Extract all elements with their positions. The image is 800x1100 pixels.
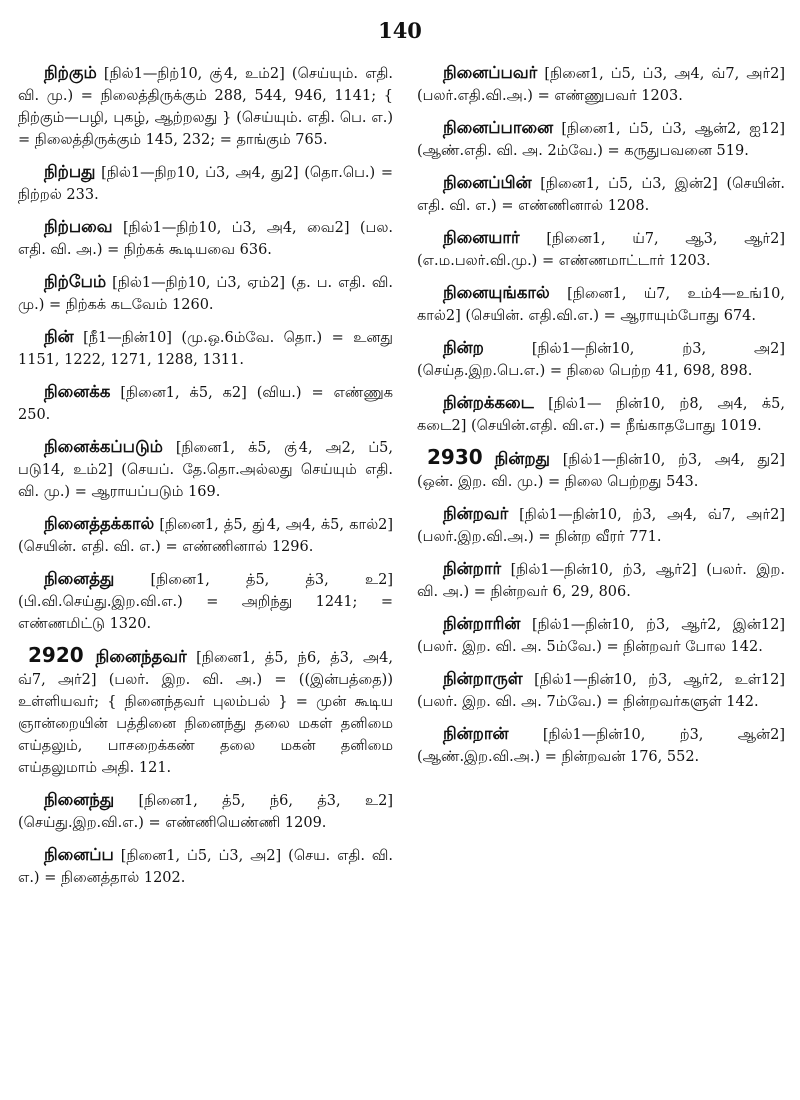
dictionary-entry <box>417 337 785 382</box>
dictionary-entry <box>417 62 785 107</box>
entry-headword: நிற்பேம் <box>44 272 107 291</box>
entry-text: [நீ1—நின்10] (மு.ஒ.6ம்வே. தொ.) = உனது 1151, 1222, 1271, 1288, 1311. <box>18 330 393 368</box>
entry-headword: நின்றாருள் <box>443 669 523 688</box>
dictionary-entry <box>417 613 785 658</box>
entry-text: [நில்1—நின்10, ற்3, ஆன்2] (ஆண்.இற.வி.அ.) = நின்றவன் 176, 552. <box>417 727 785 765</box>
entry-headword: நினையார் <box>443 228 520 247</box>
entry-headword: நினைக்கப்படும் <box>44 437 163 456</box>
dictionary-entry <box>417 723 785 768</box>
dictionary-entry <box>18 513 393 558</box>
entry-text: [நில்1—நின்10, ற்3, அ2] (செய்த.இற.பெ.எ.) = நிலை பெற்ற 41, 698, 898. <box>417 341 785 379</box>
entry-headword: நின்ற <box>443 338 484 357</box>
entry-headword: நிற்கும் <box>44 63 97 82</box>
dictionary-entry <box>18 381 393 426</box>
entry-text: [நினை1, த்5, து்4, அ4, க்5, கால்2] (செயின். எதி. வி. எ.) = எண்ணினால் 1296. <box>18 517 393 555</box>
dictionary-entry <box>18 161 393 206</box>
dictionary-entry <box>18 436 393 503</box>
entry-headword: நின்றது <box>494 449 550 468</box>
dictionary-entry <box>18 216 393 261</box>
entry-headword: நின்றான் <box>443 724 509 743</box>
entry-text: [நினை1, ப்5, ப்3, அ2] (செய. எதி. வி. எ.) = நினைத்தால் 1202. <box>18 848 393 886</box>
entry-headword: நின் <box>44 327 74 346</box>
dictionary-entry <box>417 117 785 162</box>
dictionary-entry <box>18 326 393 371</box>
entry-headword: நிற்பவை <box>44 217 113 236</box>
entry-headword: நினைப்பானை <box>443 118 554 137</box>
left-column <box>18 62 393 899</box>
dictionary-entry <box>18 844 393 889</box>
entry-headword: நினைக்க <box>44 382 111 401</box>
entry-text: [நில்1—நிற்10, கு்4, உம்2] (செய்யும். எதி. வி. மு.) = நிலைத்திருக்கும் 288, 544, 946, 1141; { நிற்கும்—பழி, புகழ், ஆற்றலது } (செய்யும். எதி. பெ. எ.) = நிலைத்திருக்கும் 145, 232; = தாங்கும் 765. <box>18 66 393 148</box>
entry-headword: நின்றாரின் <box>443 614 521 633</box>
entry-text: [நில்1—நிற்10, ப்3, அ4, வை2] (பல. எதி. வி. அ.) = நிற்கக் கூடியவை 636. <box>18 220 393 258</box>
entry-headword: நினைப்ப <box>44 845 114 864</box>
entry-text: [நில்1—நின்10, ற்3, ஆர்2] (பலர். இற. வி. அ.) = நின்றவர் 6, 29, 806. <box>417 562 785 600</box>
entry-headword: நினைப்பவர் <box>443 63 538 82</box>
dictionary-entry <box>18 789 393 834</box>
entry-headword: நினைந்தவர் <box>95 647 187 666</box>
dictionary-entry <box>18 62 393 151</box>
dictionary-entry <box>417 558 785 603</box>
entry-text: [நினை1, ப்5, ப்3, அ4, வ்7, அர்2] (பலர்.எதி.வி.அ.) = எண்ணுபவர் 1203. <box>417 66 785 104</box>
entry-text: [நினை1, த்5, த்3, உ2] (பி.வி.செய்து.இற.வி.எ.) = அறிந்து 1241; = எண்ணமிட்டு 1320. <box>18 572 393 632</box>
dictionary-entry <box>417 447 785 493</box>
entry-text: [நினை1, க்5, கு்4, அ2, ப்5, படு14, உம்2] (செயப். தே.தொ.அல்லது செய்யும் எதி. வி. மு.) = ஆராயப்படும் 169. <box>18 440 393 500</box>
dictionary-entry <box>18 568 393 635</box>
entry-headword: நின்றவர் <box>443 504 509 523</box>
page-number: 140 <box>378 18 422 43</box>
entry-text: [நில்1—நின்10, ற்3, ஆர்2, இன்12] (பலர். இற. வி. அ. 5ம்வே.) = நின்றவர் போல 142. <box>417 617 785 655</box>
entry-number: 2920 <box>28 643 84 667</box>
entry-number: 2930 <box>427 445 483 469</box>
dictionary-entry <box>417 227 785 272</box>
entry-headword: நின்றக்கடை <box>443 393 534 412</box>
entry-text: [நினை1, க்5, க2] (விய.) = எண்ணுக 250. <box>18 385 393 423</box>
dictionary-entry <box>18 271 393 316</box>
entry-text: [நில்1—நின்10, ற்3, அ4, து2] (ஒன். இற. வி. மு.) = நிலை பெற்றது 543. <box>417 452 785 490</box>
dictionary-entry <box>417 668 785 713</box>
entry-headword: நினையுங்கால் <box>443 283 550 302</box>
dictionary-entry <box>18 645 393 779</box>
entry-text: [நினை1, ய்7, உம்4—உங்10, கால்2] (செயின். எதி.வி.எ.) = ஆராயும்போது 674. <box>417 286 785 324</box>
entry-text: [நில்1—நிற10, ப்3, அ4, து2] (தொ.பெ.) = நிற்றல் 233. <box>18 165 393 203</box>
entry-headword: நின்றார் <box>443 559 502 578</box>
entry-text: [நில்1— நின்10, ற்8, அ4, க்5, கடை2] (செயின்.எதி. வி.எ.) = நீங்காதபோது 1019. <box>417 396 785 434</box>
entry-headword: நினைந்து <box>44 790 115 809</box>
entry-text: [நினை1, த்5, ந்6, த்3, உ2] (செய்து.இற.வி.எ.) = எண்ணியெண்ணி 1209. <box>18 793 393 831</box>
entry-text: [நினை1, ப்5, ப்3, இன்2] (செயின். எதி. வி. எ.) = எண்ணினால் 1208. <box>417 176 785 214</box>
dictionary-entry <box>417 392 785 437</box>
entry-text: [நில்1—நின்10, ற்3, ஆர்2, உள்12] (பலர். இற. வி. அ. 7ம்வே.) = நின்றவர்களுள் 142. <box>417 672 785 710</box>
dictionary-entry <box>417 172 785 217</box>
entry-text: [நில்1—நிற்10, ப்3, ஏம்2] (த. ப. எதி. வி. மு.) = நிற்கக் கடவேம் 1260. <box>18 275 393 313</box>
entry-headword: நினைத்தக்கால் <box>44 514 155 533</box>
entry-text: [நினை1, ப்5, ப்3, ஆன்2, ஐ12] (ஆண்.எதி. வி. அ. 2ம்வே.) = கருதுபவனை 519. <box>417 121 785 159</box>
right-column <box>417 62 785 778</box>
entry-text: [நினை1, த்5, ந்6, த்3, அ4, வ்7, அர்2] (பலர். இற. வி. அ.) = ((இன்பத்தை)) உள்ளியவர்; { நினைந்தவர் புலம்பல் } = முன் கூடிய ஞான்றையின் பத்தினை நினைந்து தலை மகள் தனிமை எய்தலும், பாசறைக்கண் தலை மகன் தனிமை எய்தலுமாம் அதி. 121. <box>18 650 393 776</box>
entry-headword: நினைப்பின் <box>443 173 532 192</box>
entry-headword: நினைத்து <box>44 569 115 588</box>
entry-headword: நிற்பது <box>44 162 96 181</box>
dictionary-entry <box>417 503 785 548</box>
entry-text: [நில்1—நின்10, ற்3, அ4, வ்7, அர்2] (பலர்.இற.வி.அ.) = நின்ற வீரர் 771. <box>417 507 785 545</box>
dictionary-entry <box>417 282 785 327</box>
entry-text: [நினை1, ய்7, ஆ3, ஆர்2] (எ.ம.பலர்.வி.மு.) = எண்ணமாட்டார் 1203. <box>417 231 785 269</box>
